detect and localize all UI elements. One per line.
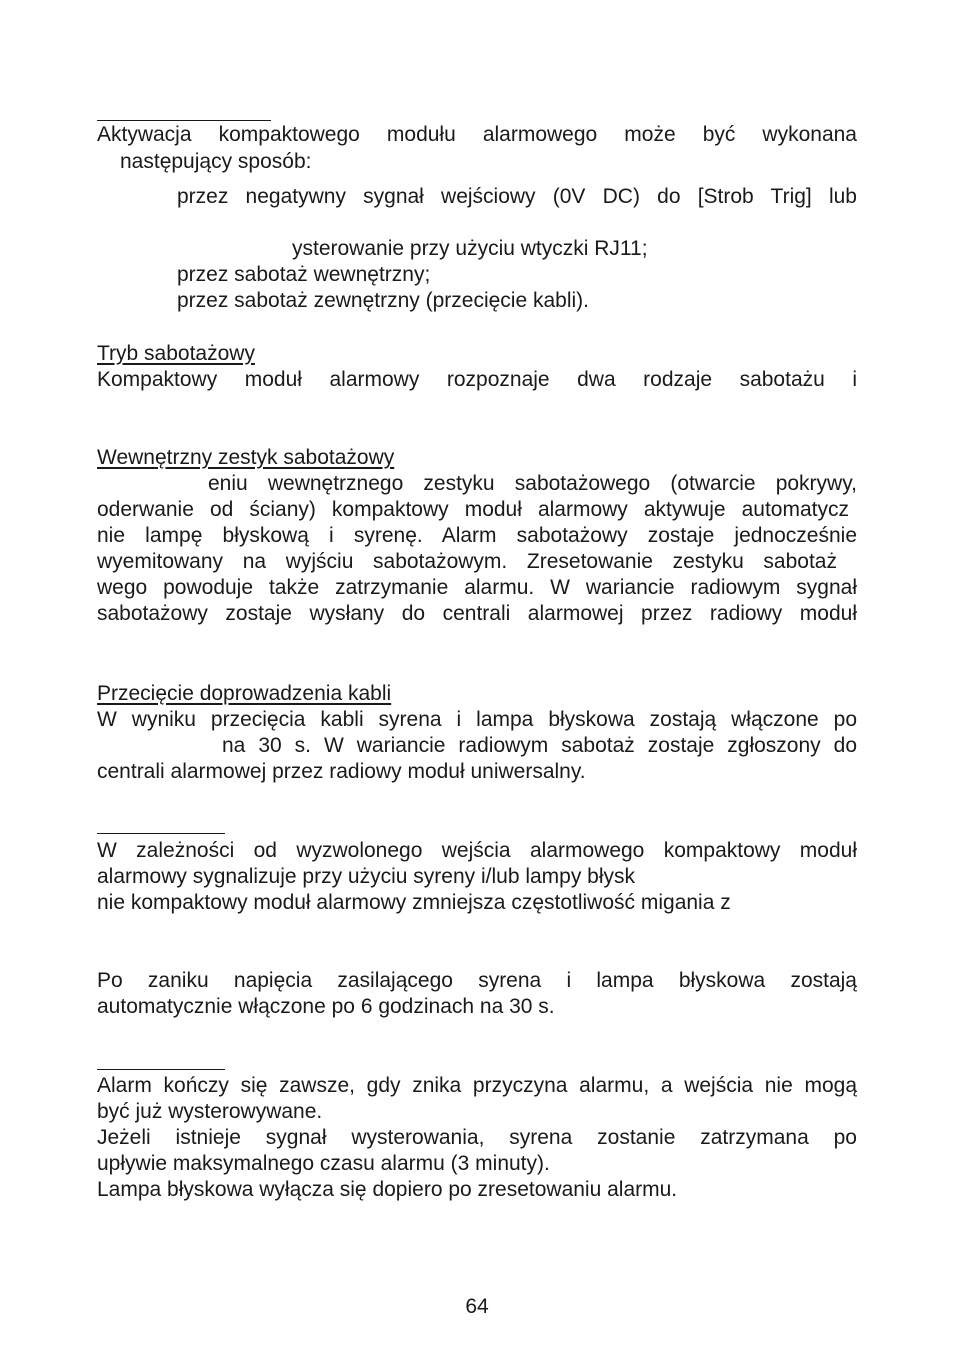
alarm-end-line-2: być już wysterowywane. bbox=[97, 1100, 323, 1123]
activation-item-2: przez sabotaż wewnętrzny; bbox=[177, 263, 431, 286]
signaling-line-2: alarmowy sygnalizuje przy użyciu syreny i/lub lampy błysk bbox=[97, 865, 636, 888]
activation-item-1-line-1: przez negatywny sygnał wejściowy (0V DC) do [Strob Trig] lub bbox=[177, 185, 857, 208]
internal-tamper-line-4: wyemitowany na wyjściu sabotażowym. Zresetowanie zestyku sabotaż bbox=[97, 550, 837, 573]
cable-cut-line-1: W wyniku przecięcia kabli syrena i lampa błyskowa zostają włączone po bbox=[97, 708, 857, 731]
activation-intro-line-2: następujący sposób: bbox=[120, 150, 312, 173]
cable-cut-heading: Przecięcie doprowadzenia kabli bbox=[97, 682, 392, 705]
alarm-end-line-3: Jeżeli istnieje sygnał wysterowania, syrena zostanie zatrzymana po bbox=[97, 1126, 857, 1149]
section-rule-activation bbox=[97, 120, 271, 121]
power-loss-line-2: automatycznie włączone po 6 godzinach na 30 s. bbox=[97, 995, 555, 1018]
internal-tamper-line-6: sabotażowy zostaje wysłany do centrali alarmowej przez radiowy moduł bbox=[97, 602, 857, 625]
page-number: 64 bbox=[465, 1295, 489, 1318]
tamper-mode-line-1: Kompaktowy moduł alarmowy rozpoznaje dwa rodzaje sabotażu i bbox=[97, 368, 857, 391]
internal-tamper-heading: Wewnętrzny zestyk sabotażowy bbox=[97, 446, 395, 469]
alarm-end-line-4: upływie maksymalnego czasu alarmu (3 minuty). bbox=[97, 1152, 550, 1175]
internal-tamper-line-3: nie lampę błyskową i syrenę. Alarm sabotażowy zostaje jednocześnie bbox=[97, 524, 857, 547]
section-rule-alarm-end bbox=[97, 1069, 225, 1070]
internal-tamper-line-5: wego powoduje także zatrzymanie alarmu. W wariancie radiowym sygnał bbox=[97, 576, 857, 599]
signaling-line-1: W zależności od wyzwolonego wejścia alarmowego kompaktowy moduł bbox=[97, 839, 857, 862]
signaling-line-3: nie kompaktowy moduł alarmowy zmniejsza częstotliwość migania z bbox=[97, 891, 731, 914]
internal-tamper-line-1: eniu wewnętrznego zestyku sabotażowego (otwarcie pokrywy, bbox=[208, 472, 857, 495]
activation-intro-line-1: Aktywacja kompaktowego modułu alarmowego może być wykonana bbox=[97, 123, 857, 146]
alarm-end-line-5: Lampa błyskowa wyłącza się dopiero po zresetowaniu alarmu. bbox=[97, 1178, 678, 1201]
tamper-mode-heading: Tryb sabotażowy bbox=[97, 342, 255, 365]
activation-item-3: przez sabotaż zewnętrzny (przecięcie kabli). bbox=[177, 289, 590, 312]
cable-cut-line-3: centrali alarmowej przez radiowy moduł uniwersalny. bbox=[97, 760, 586, 783]
activation-item-1-line-2: ysterowanie przy użyciu wtyczki RJ11; bbox=[292, 237, 648, 260]
alarm-end-line-1: Alarm kończy się zawsze, gdy znika przyczyna alarmu, a wejścia nie mogą bbox=[97, 1074, 857, 1097]
internal-tamper-line-2: oderwanie od ściany) kompaktowy moduł alarmowy aktywuje automatycz bbox=[97, 498, 849, 521]
section-rule-signaling bbox=[97, 833, 225, 834]
power-loss-line-1: Po zaniku napięcia zasilającego syrena i lampa błyskowa zostają bbox=[97, 969, 857, 992]
cable-cut-line-2: na 30 s. W wariancie radiowym sabotaż zostaje zgłoszony do bbox=[222, 734, 857, 757]
